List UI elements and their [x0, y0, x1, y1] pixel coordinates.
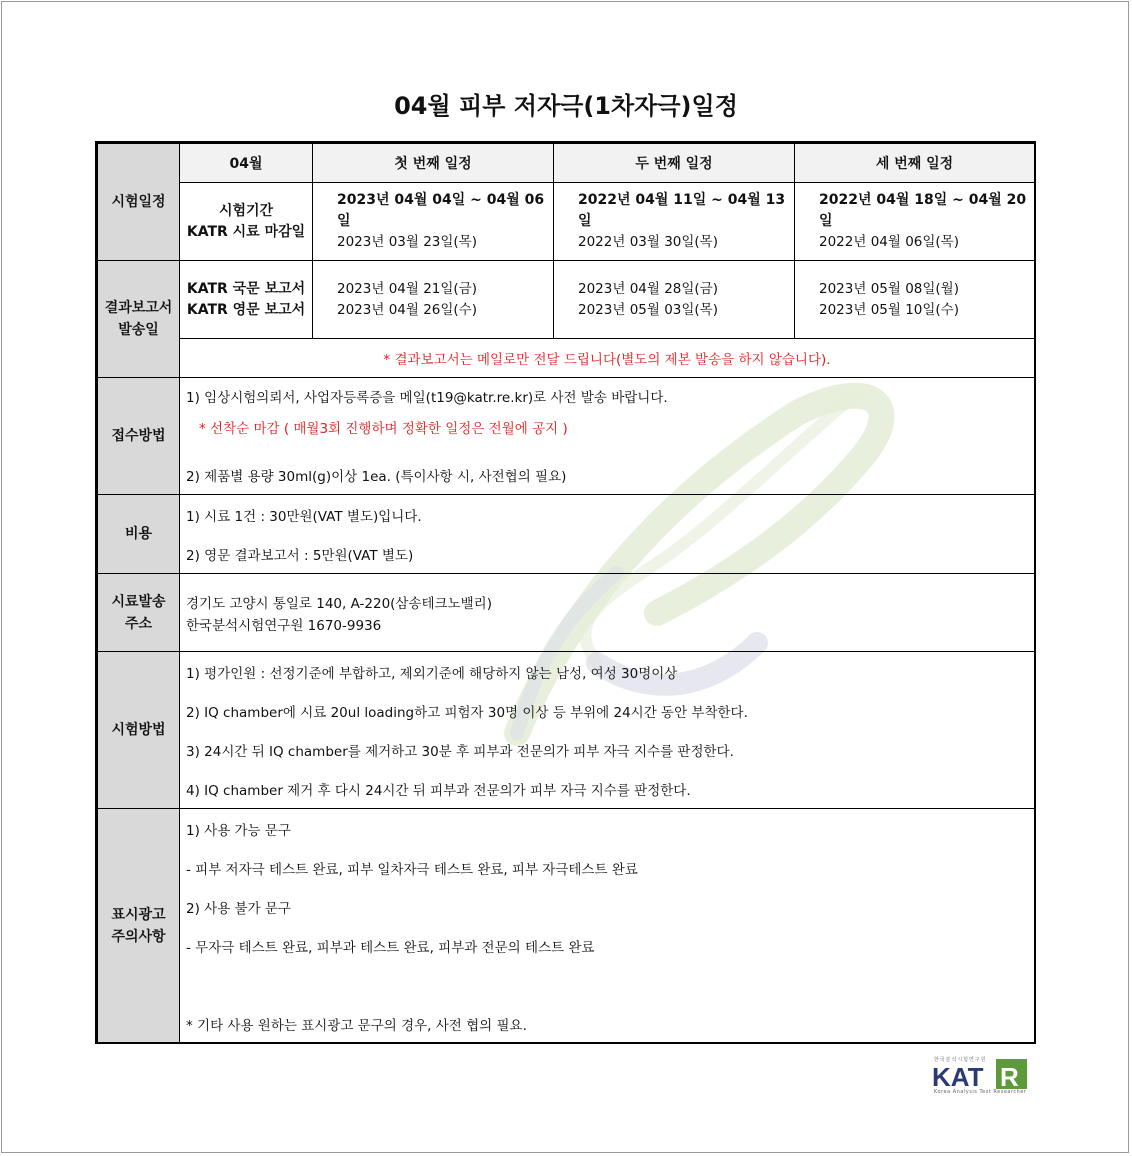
logo-letter-r: R [1000, 1062, 1019, 1092]
method-line-4: 4) IQ chamber 제거 후 다시 24시간 뒤 피부과 전문의가 피부 자극 지수를 판정한다. [186, 783, 691, 799]
logo-korean-text: 한국분석시험연구원 [934, 1057, 987, 1063]
first-schedule-header: 첫 번째 일정 [313, 144, 554, 183]
second-schedule-header: 두 번째 일정 [554, 144, 795, 183]
first-period-cell [313, 183, 554, 261]
third-deadline: 2022년 04월 06일(목) [819, 234, 959, 250]
advertising-line-3: 2) 사용 불가 문구 [186, 901, 291, 917]
intake-line-2: 2) 제품별 용량 30ml(g)이상 1ea. (특이사항 시, 사전협의 필요) [186, 469, 567, 485]
first-deadline: 2023년 03월 23일(목) [337, 234, 477, 250]
schedule-sheet [95, 141, 1036, 1044]
second-period-cell [554, 183, 795, 261]
cost-cell [180, 495, 1035, 574]
schedule-label: 시험일정 [98, 144, 180, 261]
address-line-1: 경기도 고양시 통일로 140, A-220(삼송테크노밸리) [186, 596, 492, 612]
logo-english-text: Korea Analysis Test Researcher [934, 1089, 1027, 1095]
cost-line-2: 2) 영문 결과보고서 : 5만원(VAT 별도) [186, 548, 414, 564]
logo-letters: KAT [932, 1062, 984, 1092]
advertising-line-2: - 피부 저자극 테스트 완료, 피부 일차자극 테스트 완료, 피부 자극테스트 완료 [186, 862, 638, 878]
address-cell [180, 574, 1035, 652]
report-label: 결과보고서 발송일 [98, 261, 180, 378]
page-title: 04월 피부 저자극(1차자극)일정 [394, 92, 738, 120]
third-period-cell [795, 183, 1035, 261]
intake-label: 접수방법 [98, 378, 180, 495]
method-label: 시험방법 [98, 652, 180, 809]
third-report-dates: 2023년 05월 08일(월) 2023년 05월 10일(수) [795, 261, 1035, 339]
advertising-line-4: - 무자극 테스트 완료, 피부과 테스트 완료, 피부과 전문의 테스트 완료 [186, 940, 595, 956]
intake-note: * 선착순 마감 ( 매월3회 진행하며 정확한 일정은 전월에 공지 ) [199, 421, 568, 437]
first-report-dates: 2023년 04월 21일(금) 2023년 04월 26일(수) [313, 261, 554, 339]
advertising-line-5: * 기타 사용 원하는 표시광고 문구의 경우, 사전 협의 필요. [186, 1018, 527, 1034]
test-period-label: 시험기간 KATR 시료 마감일 [180, 183, 313, 261]
third-test-period: 2022년 04월 18일 ~ 04월 20일 [819, 192, 1027, 229]
second-deadline: 2022년 03월 30일(목) [578, 234, 718, 250]
address-label: 시료발송 주소 [98, 574, 180, 652]
second-report-dates: 2023년 04월 28일(금) 2023년 05월 03일(목) [554, 261, 795, 339]
second-test-period: 2022년 04월 11일 ~ 04월 13일 [578, 192, 786, 229]
advertising-cell [180, 809, 1035, 1043]
katr-logo [930, 1056, 1030, 1096]
method-line-3: 3) 24시간 뒤 IQ chamber를 제거하고 30분 후 피부과 전문의가 피부 자극 지수를 판정한다. [186, 744, 734, 760]
advertising-line-1: 1) 사용 가능 문구 [186, 823, 291, 839]
method-line-1: 1) 평가인원 : 선정기준에 부합하고, 제외기준에 해당하지 않는 남성, 여성 30명이상 [186, 666, 678, 682]
cost-label: 비용 [98, 495, 180, 574]
schedule-table [97, 143, 1035, 1043]
report-note: * 결과보고서는 메일로만 전달 드립니다(별도의 제본 발송을 하지 않습니다). [180, 339, 1035, 378]
intake-line-1: 1) 임상시험의뢰서, 사업자등록증을 메일(t19@katr.re.kr)로 사전 발송 바랍니다. [186, 390, 668, 406]
address-line-2: 한국분석시험연구원 1670-9936 [186, 618, 382, 634]
intake-cell [180, 378, 1035, 495]
third-schedule-header: 세 번째 일정 [795, 144, 1035, 183]
method-line-2: 2) IQ chamber에 시료 20ul loading하고 피험자 30명 이상 등 부위에 24시간 동안 부착한다. [186, 705, 748, 721]
advertising-label: 표시광고 주의사항 [98, 809, 180, 1043]
month-header: 04월 [180, 144, 313, 183]
report-type-label: KATR 국문 보고서 KATR 영문 보고서 [180, 261, 313, 339]
cost-line-1: 1) 시료 1건 : 30만원(VAT 별도)입니다. [186, 509, 422, 525]
first-test-period: 2023년 04월 04일 ~ 04월 06일 [337, 192, 545, 229]
method-cell [180, 652, 1035, 809]
